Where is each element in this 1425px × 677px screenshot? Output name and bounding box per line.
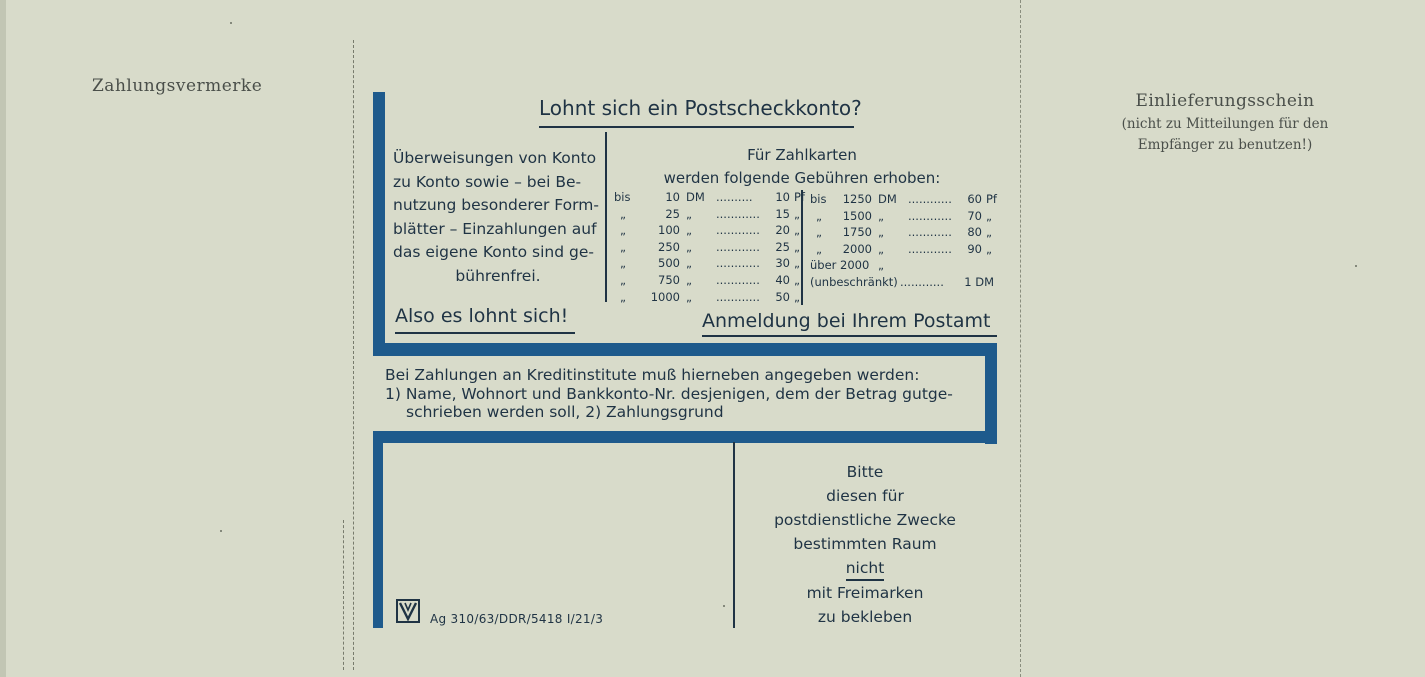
zahlungsvermerke-label: Zahlungsvermerke (92, 76, 263, 96)
fee-amount: 750 (658, 272, 680, 287)
fee-amount: 250 (658, 239, 680, 254)
v-logo-icon (396, 599, 420, 623)
text-line: blätter – Einzahlungen auf (393, 219, 597, 238)
text-line: bührenfrei. (455, 266, 541, 285)
also-es-lohnt-sich: Also es lohnt sich! (395, 305, 569, 327)
perforation-left (353, 40, 354, 670)
kreditinstitute-note (385, 366, 985, 422)
fee-prefix: „ (620, 289, 626, 304)
fee-dots: ............ (908, 241, 952, 256)
fee-unlimited-note: (unbeschränkt) (810, 274, 898, 289)
note-line: postdienstliche Zwecke (774, 511, 956, 529)
anmeldung-underline (702, 335, 997, 337)
fee-value-unit: Pf (986, 192, 997, 206)
fee-row (614, 222, 810, 239)
kredit-line: 1) Name, Wohnort und Bankkonto-Nr. desjenigen, dem der Betrag gutge- (385, 384, 953, 403)
fee-row (614, 206, 810, 223)
fee-value-unit: „ (986, 241, 992, 256)
kredit-line: Bei Zahlungen an Kreditinstitute muß hierneben angegeben werden: (385, 366, 920, 384)
note-line: bestimmten Raum (793, 535, 937, 553)
fee-value: 60 (967, 192, 982, 206)
fee-prefix: „ (816, 208, 822, 223)
note-line: Bitte (846, 463, 884, 481)
note-emphasis: nicht (846, 557, 885, 581)
fee-value-unit: Pf (794, 190, 805, 204)
fee-dots: ............ (908, 192, 952, 206)
fee-unit: DM (686, 190, 705, 204)
fee-unit: „ (686, 239, 692, 254)
fees-heading-line: Für Zahlkarten (747, 146, 857, 164)
also-underline (395, 332, 575, 334)
note-line: zu bekleben (817, 608, 913, 626)
fee-table-right (810, 191, 1002, 291)
fee-row (810, 208, 1002, 225)
fee-over-mark: „ (878, 258, 884, 273)
fee-value: 80 (967, 225, 982, 240)
fee-unit: „ (686, 206, 692, 221)
fee-amount: 1750 (842, 225, 872, 240)
fee-row (810, 224, 1002, 241)
paper-speck (723, 605, 725, 607)
fee-amount: 1500 (842, 208, 872, 223)
subtitle-line: (nicht zu Mitteilungen für den (1121, 116, 1329, 132)
perforation-left-lower (343, 520, 344, 670)
text-line: zu Konto sowie – bei Be- (393, 172, 582, 191)
fee-value: 20 (775, 223, 790, 238)
fee-table-left (614, 189, 810, 305)
paper-edge (0, 0, 6, 677)
fee-amount: 10 (665, 190, 680, 204)
fee-unit: DM (878, 192, 897, 206)
fee-value: 90 (967, 241, 982, 256)
note-line: mit Freimarken (806, 584, 924, 602)
fee-amount: 25 (665, 206, 680, 221)
frame-bar-left-top (373, 92, 385, 350)
fee-unit: „ (878, 241, 884, 256)
text-line: nutzung besonderer Form- (393, 196, 599, 214)
frame-bar-left-bottom (373, 431, 383, 628)
fee-value-unit: „ (794, 206, 800, 221)
fee-amount: 100 (658, 223, 680, 238)
fee-unit: „ (686, 272, 692, 287)
ad-title: Lohnt sich ein Postscheckkonto? (539, 96, 862, 120)
paper-speck (220, 530, 222, 532)
fee-unit: „ (878, 208, 884, 223)
title-underline (539, 126, 854, 128)
fee-unit: „ (686, 223, 692, 238)
fees-heading-line: werden folgende Gebühren erhoben: (663, 169, 941, 187)
fee-dots: ............ (908, 225, 952, 240)
note-emphasis-row (765, 556, 965, 581)
fee-value: 15 (775, 206, 790, 221)
fee-over-label: über 2000 (810, 258, 870, 273)
fee-value: 40 (775, 272, 790, 287)
fee-prefix: bis (614, 190, 631, 204)
fee-prefix: „ (620, 206, 626, 221)
fee-prefix: „ (620, 256, 626, 271)
fee-dots: ............ (900, 274, 944, 289)
fee-dots: ............ (908, 208, 952, 223)
fee-dots: .......... (716, 190, 753, 204)
fee-row (810, 241, 1002, 258)
fee-unit: „ (686, 256, 692, 271)
fees-heading (612, 144, 992, 190)
fee-row (614, 255, 810, 272)
frame-bar-mid-bottom (373, 431, 997, 443)
note-line: diesen für (826, 487, 904, 505)
fee-amount: 1250 (842, 192, 872, 206)
fee-prefix: bis (810, 192, 827, 206)
fee-value-unit: „ (794, 272, 800, 287)
fee-value-unit: „ (986, 225, 992, 240)
fee-amount: 500 (658, 256, 680, 271)
column-divider (605, 132, 607, 302)
lower-divider (733, 442, 735, 628)
fee-dots: ............ (716, 206, 760, 221)
subtitle-line: Empfänger zu benutzen!) (1137, 137, 1313, 153)
fee-value-unit: „ (794, 289, 800, 304)
fee-row (614, 272, 810, 289)
fee-row-over (810, 257, 1002, 274)
fee-dots: ............ (716, 289, 760, 304)
kredit-line: schrieben werden soll, 2) Zahlungsgrund (406, 403, 724, 421)
fee-row-unlimited (810, 274, 1002, 291)
fee-value-unit: „ (794, 239, 800, 254)
anmeldung-postamt: Anmeldung bei Ihrem Postamt (702, 310, 991, 332)
postal-use-note (765, 460, 965, 629)
free-transfers-text (393, 147, 603, 288)
perforation-right (1020, 0, 1021, 677)
frame-bar-right (985, 343, 997, 444)
fee-row (614, 239, 810, 256)
fee-value: 30 (775, 256, 790, 271)
fee-unit: „ (878, 225, 884, 240)
fee-prefix: „ (620, 272, 626, 287)
fee-prefix: „ (816, 225, 822, 240)
text-line: das eigene Konto sind ge- (393, 243, 594, 261)
paper-speck (1355, 265, 1357, 267)
text-line: Überweisungen von Konto (393, 149, 597, 167)
fee-value: 70 (967, 208, 982, 223)
fee-value: 25 (775, 239, 790, 254)
print-code: Ag 310/63/DDR/5418 I/21/3 (430, 612, 604, 626)
fee-value-unit: „ (794, 223, 800, 238)
einlieferungsschein-title: Einlieferungsschein (1135, 91, 1315, 111)
fee-value-unit: „ (986, 208, 992, 223)
fee-dots: ............ (716, 272, 760, 287)
fee-unit: „ (686, 289, 692, 304)
fee-value: 10 (775, 190, 790, 204)
fee-value-unit: „ (794, 256, 800, 271)
fee-amount: 2000 (842, 241, 872, 256)
fee-value: 50 (775, 289, 790, 304)
einlieferungsschein-subtitle (1060, 114, 1390, 156)
fee-prefix: „ (816, 241, 822, 256)
fee-dots: ............ (716, 239, 760, 254)
paper-speck (230, 22, 232, 24)
fee-value: 1 DM (964, 274, 994, 289)
fee-prefix: „ (620, 223, 626, 238)
fee-prefix: „ (620, 239, 626, 254)
fee-amount: 1000 (650, 289, 680, 304)
frame-bar-mid-top (373, 343, 997, 356)
fee-dots: ............ (716, 223, 760, 238)
fee-row (614, 189, 810, 206)
fee-row (614, 289, 810, 306)
fee-row (810, 191, 1002, 208)
fee-dots: ............ (716, 256, 760, 271)
